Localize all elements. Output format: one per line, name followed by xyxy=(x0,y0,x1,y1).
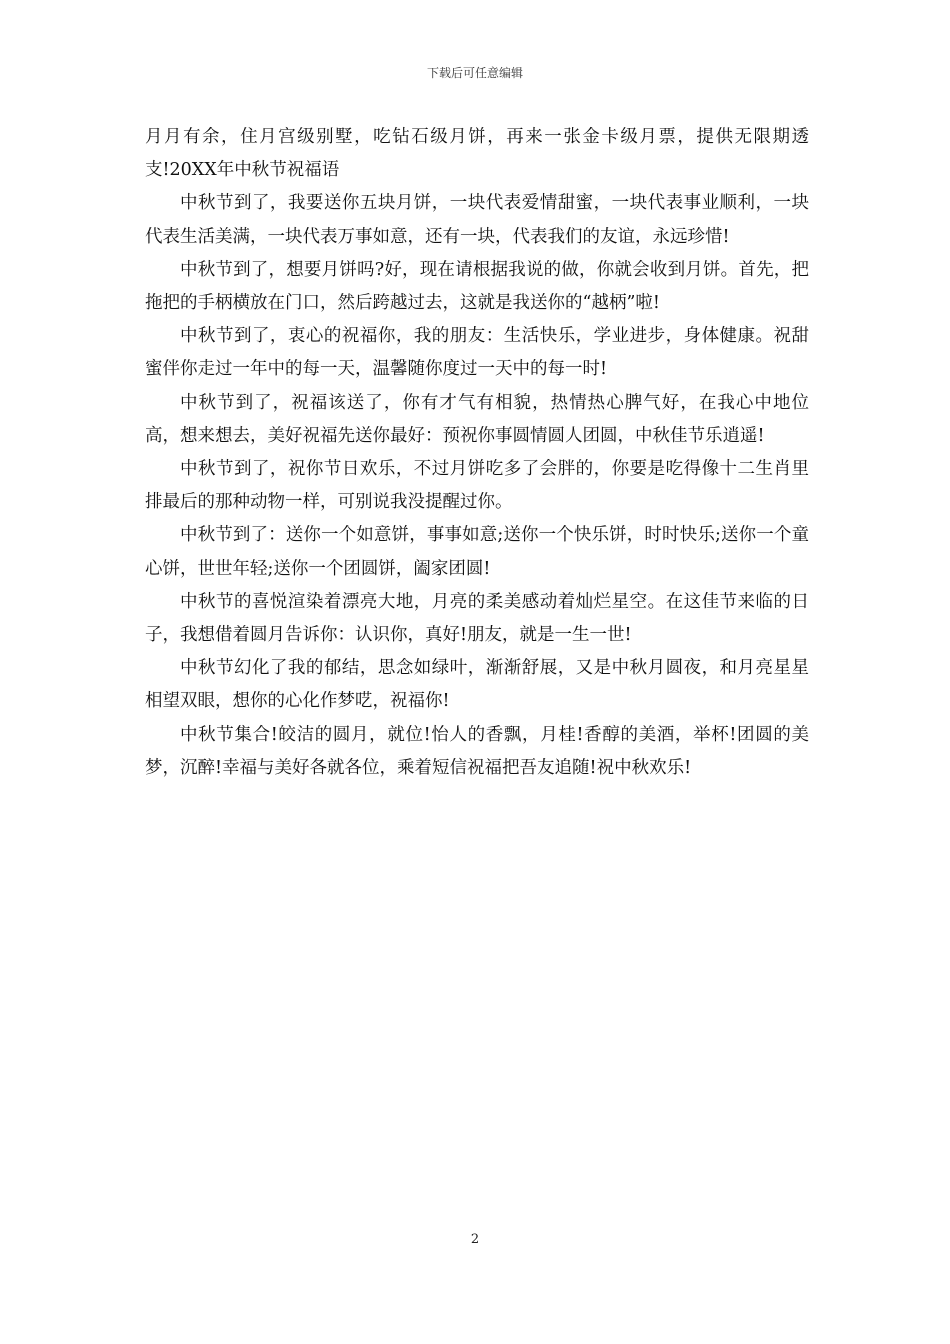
paragraph: 中秋节到了，祝你节日欢乐，不过月饼吃多了会胖的，你要是吃得像十二生肖里排最后的那种动物一样，可别说我没提醒过你。 xyxy=(145,459,809,513)
paragraph: 中秋节到了：送你一个如意饼，事事如意;送你一个快乐饼，时时快乐;送你一个童心饼，世世年轻;送你一个团圆饼，阖家团圆! xyxy=(145,525,809,579)
page-header: 下载后可任意编辑 xyxy=(426,66,523,80)
paragraph: 中秋节到了，祝福该送了，你有才气有相貌，热情热心脾气好，在我心中地位高，想来想去，美好祝福先送你最好：预祝你事圆情圆人团圆，中秋佳节乐逍遥! xyxy=(145,392,809,446)
paragraph: 中秋节幻化了我的郁结，思念如绿叶，渐渐舒展，又是中秋月圆夜，和月亮星星相望双眼，想你的心化作梦呓，祝福你! xyxy=(145,658,809,712)
paragraph: 中秋节到了，衷心的祝福你，我的朋友：生活快乐，学业进步，身体健康。祝甜蜜伴你走过一年中的每一天，温馨随你度过一天中的每一时! xyxy=(145,326,809,380)
document-body xyxy=(145,121,809,785)
paragraph: 中秋节的喜悦渲染着漂亮大地，月亮的柔美感动着灿烂星空。在这佳节来临的日子，我想借着圆月告诉你：认识你，真好!朋友，就是一生一世! xyxy=(145,591,809,646)
paragraph: 中秋节到了，我要送你五块月饼，一块代表爱情甜蜜，一块代表事业顺利，一块代表生活美满，一块代表万事如意，还有一块，代表我们的友谊，永远珍惜! xyxy=(145,193,809,247)
page-number: 2 xyxy=(470,1232,480,1247)
paragraph: 中秋节集合!皎洁的圆月，就位!怡人的香飘，月桂!香醇的美酒，举杯!团圆的美梦，沉醉!幸福与美好各就各位，乘着短信祝福把吾友追随!祝中秋欢乐! xyxy=(145,724,809,778)
paragraph: 中秋节到了，想要月饼吗?好，现在请根据我说的做，你就会收到月饼。首先，把拖把的手柄横放在门口，然后跨越过去，这就是我送你的“越柄”啦! xyxy=(145,259,809,314)
paragraph-continued: 月月有余，住月宫级别墅，吃钻石级月饼，再来一张金卡级月票，提供无限期透支!20XX年中秋节祝福语 xyxy=(145,127,809,181)
